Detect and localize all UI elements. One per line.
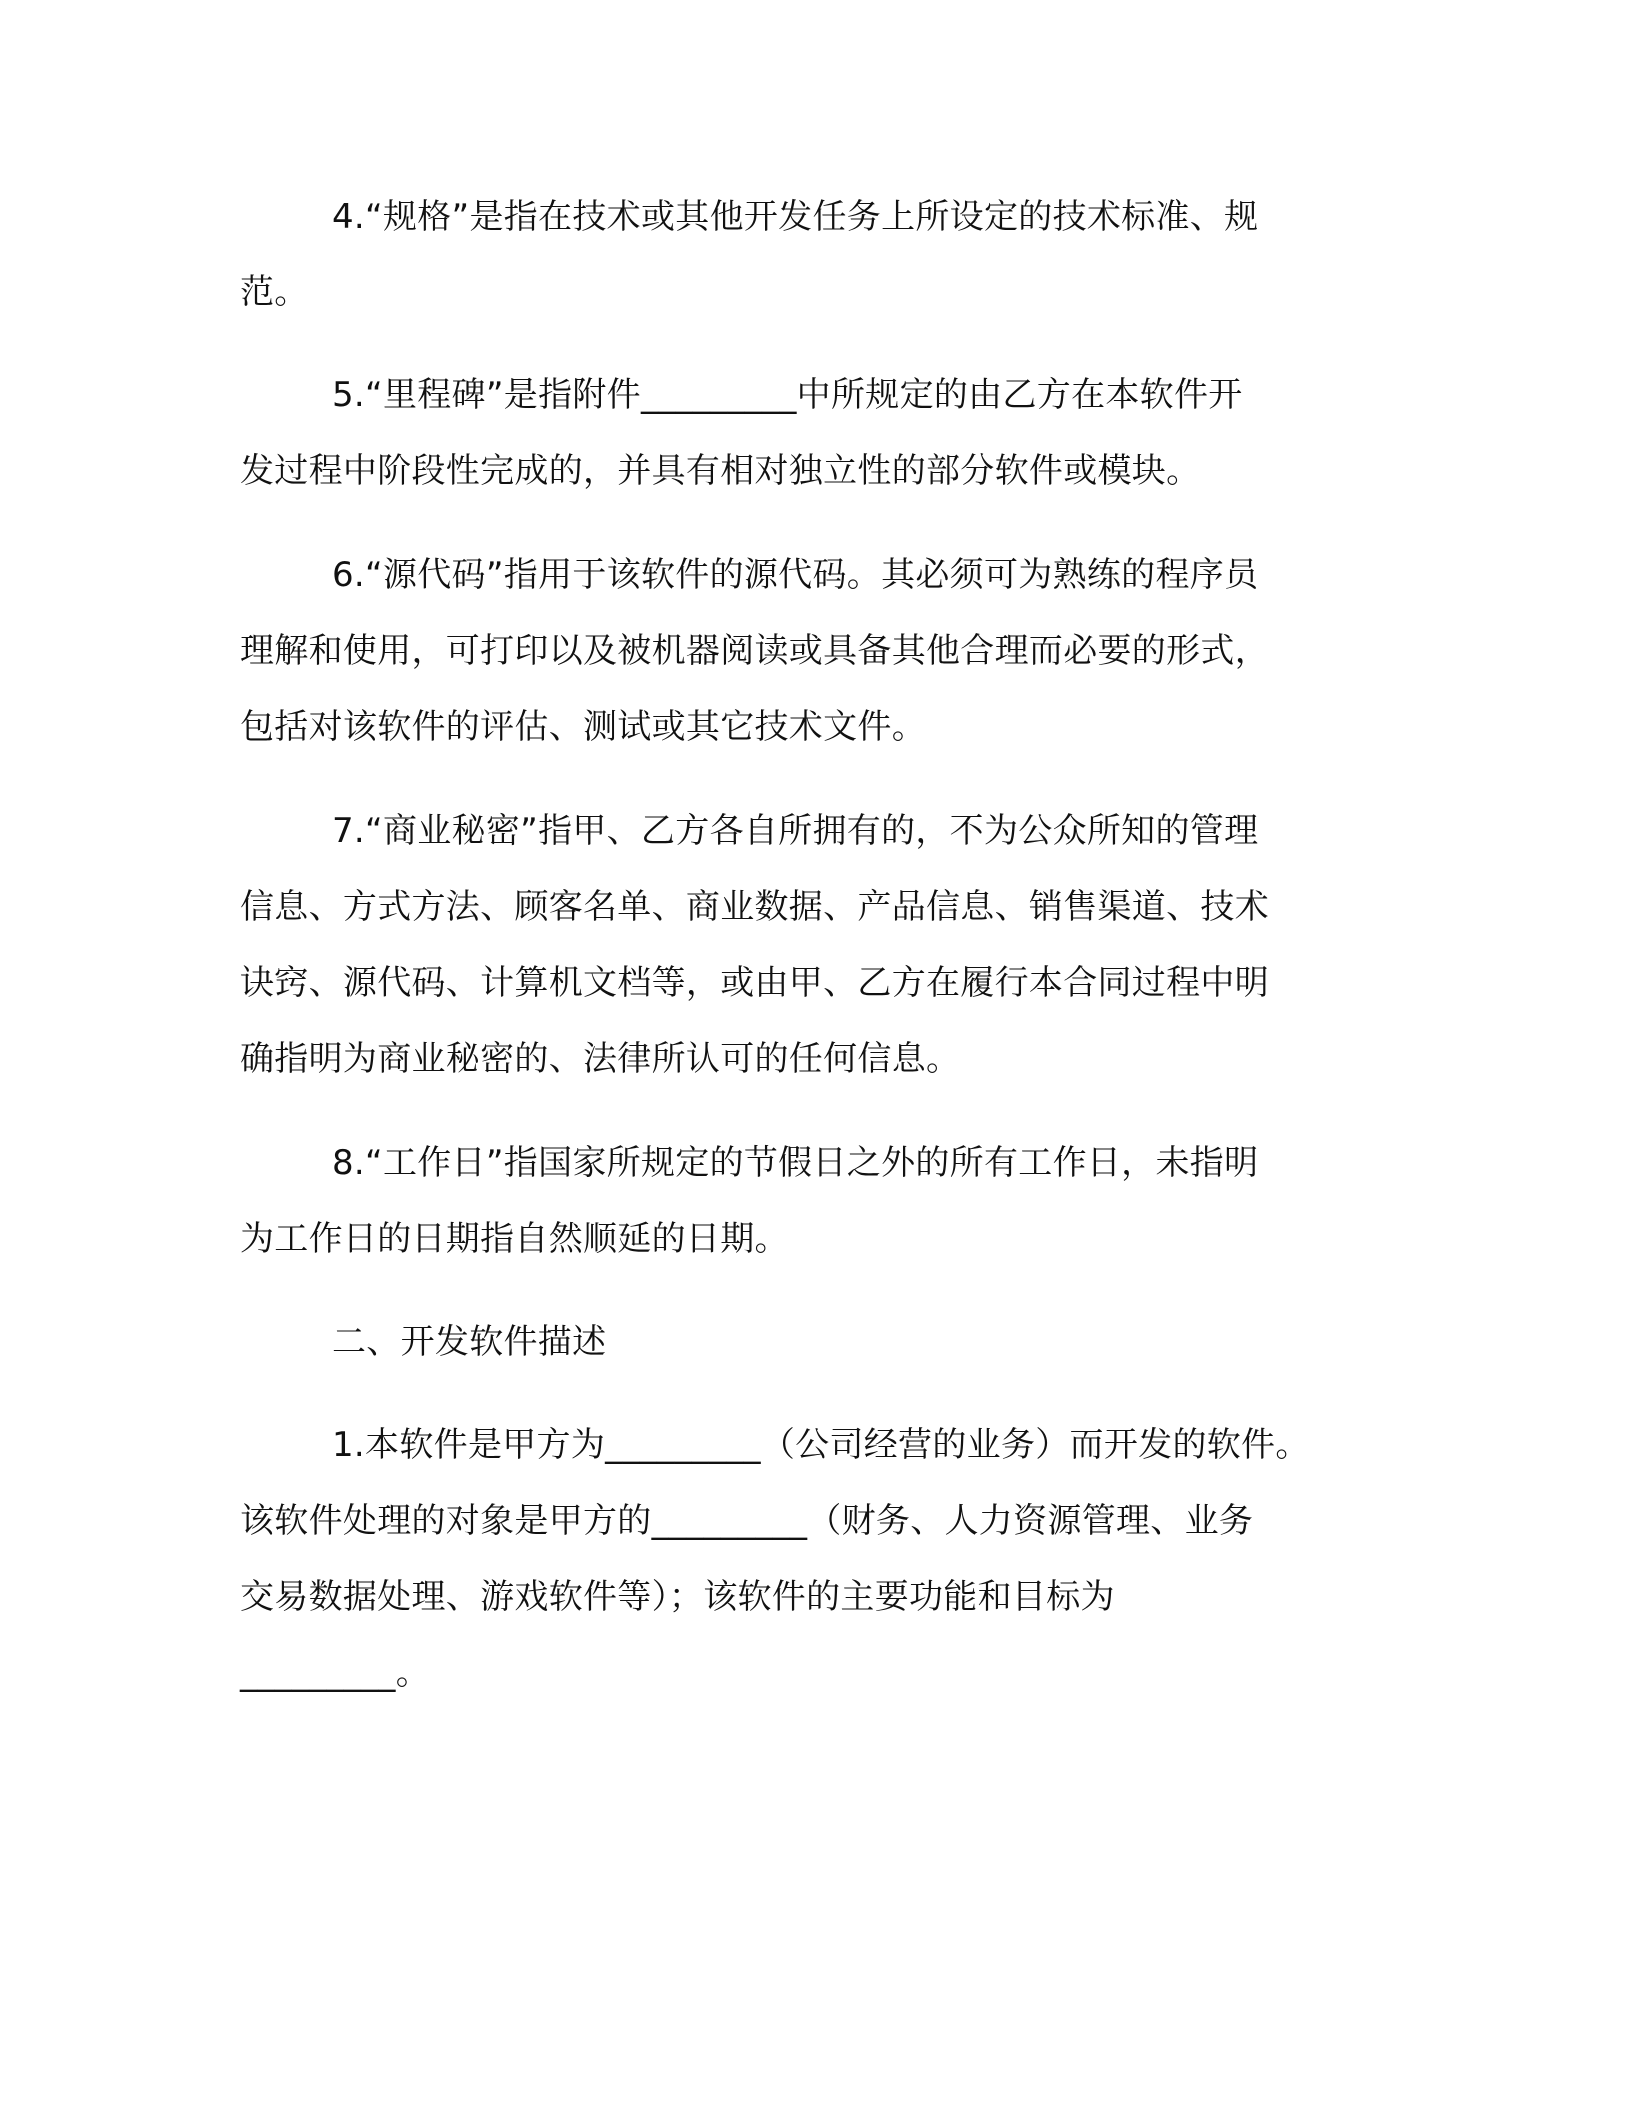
item-8-line-2: 为工作日的日期指自然顺延的日期。 xyxy=(240,1219,789,1259)
item-4-line-2: 范。 xyxy=(240,272,309,312)
item-4-line-1: 4.“规格”是指在技术或其他开发任务上所设定的技术标准、规 xyxy=(332,197,1259,237)
item-7-line-2: 信息、方式方法、顾客名单、商业数据、产品信息、销售渠道、技术 xyxy=(240,887,1269,927)
section-heading: 二、开发软件描述 xyxy=(332,1322,607,1362)
section-item-1-line-1: 1.本软件是甲方为_________（公司经营的业务）而开发的软件。 xyxy=(332,1425,1310,1465)
section-item-1-line-3: 交易数据处理、游戏软件等）；该软件的主要功能和目标为 xyxy=(240,1577,1115,1617)
item-7-line-1: 7.“商业秘密”指甲、乙方各自所拥有的，不为公众所知的管理 xyxy=(332,811,1259,851)
item-7-line-4: 确指明为商业秘密的、法律所认可的任何信息。 xyxy=(240,1039,961,1079)
item-6-line-2: 理解和使用，可打印以及被机器阅读或具备其他合理而必要的形式， xyxy=(240,631,1269,671)
section-item-1-line-4: _________。 xyxy=(240,1653,430,1693)
item-8-line-1: 8.“工作日”指国家所规定的节假日之外的所有工作日，未指明 xyxy=(332,1143,1259,1183)
item-5-line-1: 5.“里程碑”是指附件_________中所规定的由乙方在本软件开 xyxy=(332,375,1243,415)
item-6-line-3: 包括对该软件的评估、测试或其它技术文件。 xyxy=(240,707,926,747)
item-7-line-3: 诀窍、源代码、计算机文档等，或由甲、乙方在履行本合同过程中明 xyxy=(240,963,1269,1003)
section-item-1-line-2: 该软件处理的对象是甲方的_________（财务、人力资源管理、业务 xyxy=(240,1501,1254,1541)
item-6-line-1: 6.“源代码”指用于该软件的源代码。其必须可为熟练的程序员 xyxy=(332,555,1259,595)
item-5-line-2: 发过程中阶段性完成的，并具有相对独立性的部分软件或模块。 xyxy=(240,451,1201,491)
